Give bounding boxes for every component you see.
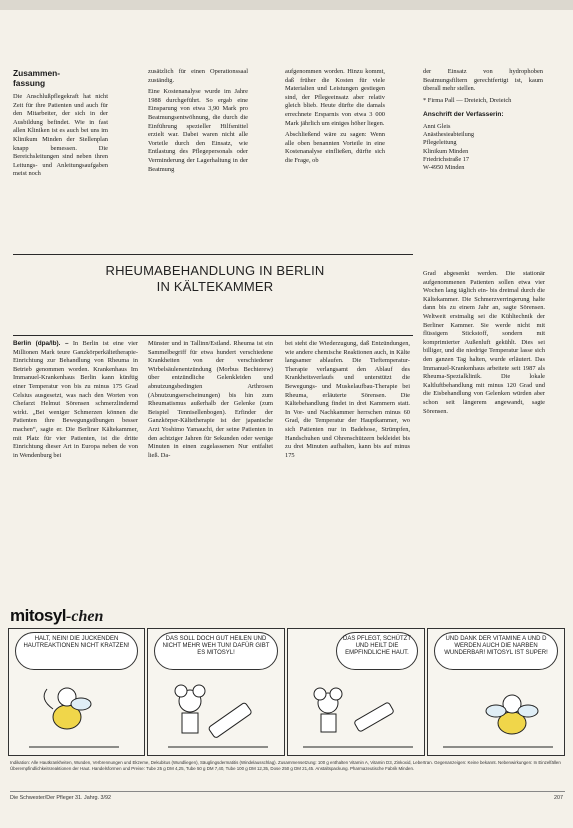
article-column-2	[148, 340, 273, 605]
speech-bubble: DAS SOLL DOCH GUT HEILEN UND NICHT MEHR WEH TUN! DAFÜR GIBT ES MITOSYL!	[154, 632, 278, 670]
top-bar	[0, 0, 573, 10]
address-line: Friedrichstraße 17	[423, 155, 469, 163]
article-dateline: Berlin (dpa/lb). –	[13, 340, 69, 347]
summary-column-1	[13, 68, 108, 253]
article-title-rule	[13, 335, 413, 336]
speech-bubble: HALT, NEIN! DIE JUCKENDEN HAUTREAKTIONEN NICHT KRATZEN!	[15, 632, 138, 670]
article-title: RHEUMABEHANDLUNG IN BERLIN IN KÄLTEKAMMER	[105, 263, 325, 294]
summary-column-4	[423, 68, 543, 253]
article-text-4: Grad abgesenkt werden. Die stationär aufgenommenen Patienten sollen etwa vier Wochen lang täglich ein- bis dreimal durch die Kältekammer. Die Schmerzverringerung halte dann bis zu einem Jahr an, sagte Sörensen. Weltweit erstmalig sei die Kühltechnik der Berliner Kammer. Sie werde nicht mit flüssigem Stickstoff, sondern mit komprimierter Außenluft gekühlt. Dies sei billiger, und die niedrige Temperatur lasse sich den ganzen Tag halten, wurde erläutert. Das Immanuel-Krankenhaus arbeitete seit 1987 als Rheuma-Spezialklinik. Die lokale Kaltluftbehandlung mit minus 120 Grad und die Eisbehandlung von Gelenken würden aber schon seit längerem angewandt, sagte Sörensen.	[423, 270, 545, 415]
article-text-1: Berlin (dpa/lb). – In Berlin ist eine vier Millionen Mark teure Ganzkörperkältetherapie-Einrichtung zur Behandlung von Rheuma in Betrieb genommen worden. Krankenhaus Im Immanuel-Krankenhaus Berlin kann künftig einer Temperatur von bis zu minus 175 Grad Celsius ausgesetzt, was nach den Worten von Chefarzt Helmut Sörensen schmerzlindernd wirkt. „Bei weniger Schmerzen können die Patienten ihre Bewegungsübungen besser machen“, sagte er. Die Berliner Kältekammer, mit Platz für vier Patienten, ist die dritte Einrichtung dieser Art in Europa neben de von in Wendenburg bei	[13, 340, 138, 459]
page-number: 207	[554, 795, 563, 801]
article-column-3	[285, 340, 410, 605]
address-line: Anni Gleis	[423, 122, 451, 130]
summary-column-3	[285, 68, 385, 253]
comic-panel-2	[147, 628, 285, 756]
article-column-1	[13, 340, 138, 605]
comic-panel-3	[287, 628, 425, 756]
summary-text-1: Die Anschlußpflegekraft hat nicht Zeit für ihre Patienten und auch für den Mitarbeiter, der sich in der Ausbildung befindet. Wie in fast allen Kliniken ist es auch bei uns im Klinikum Minden der Stellenplan knapp bemessen. Die Bereichsleitungen sind neben ihren Leitungs- und Anleitungsaufgaben meist noch	[13, 93, 108, 178]
speech-bubble: UND DANK DER VITAMINE A UND D WERDEN AUCH DIE NARBEN WUNDERBAR! MITOSYL IST SUPER!	[434, 632, 558, 670]
comic-strip	[8, 628, 564, 756]
address-line: Pflegeleitung	[423, 139, 457, 147]
footer-rule	[10, 791, 565, 792]
address-line: Anästhesieabteilung	[423, 131, 475, 139]
summary-text-3a: aufgenommen worden. Hinzu kommt, daß früher die Kosten für viele Materialien und Leistungen gestiegen sind, der Pflegeeinsatz aber relativ gleich blieb. Heute dürfte die damals errechnete Ersparnis von etwa 3 000 Mark jährlich um einiges höher liegen.	[285, 68, 385, 127]
address-line: Klinikum Minden	[423, 147, 469, 155]
address-line: W-4950 Minden	[423, 163, 465, 171]
summary-text-3b: Abschließend wäre zu sagen: Wenn alle oben benannten Vorteile in eine Kostenanalyse einfließen, dürfte sich die Frage, ob	[285, 131, 385, 164]
article-text-3: bei steht die Wiederzugung, daß Entzündungen, wie andere chemische Reaktionen auch, in Kälte langsamer ablaufen. Die Tieftemperatur-Therapie verlangsamt den Ablauf des Krankheitsverlaufs und unterstützt die Bewegungs- und Muskelaufbau-Therapie bei Rheuma, erläuterte Sörensen. Die Kältebehandlung findet in drei Kammern statt. In Vor- und Nachkammer herrschen minus 60 Grad, die Temperatur der Hauptkammer, wo sich Patienten nur in Badehose, Strümpfen, Handschuhen und Ohrenschützern bekleidet bis zu drei Minuten aufhalten, kann bis auf minus 175	[285, 340, 410, 459]
ad-caption: Indikation: Alle Hautkrankheiten, Wunden, Verbrennungen und Ekzeme, Dekubitus (Wundliegen), Säuglingsdermatitis (Windelausschlag). Zusammensetzung: 100 g enthalten Vitamin A, Vitamin D3, Zinkoxid, Lebertran. Gegenanzeigen: Keine bekannt. Nebenwirkungen: In Einzelfällen Überempfindlichkeitsreaktionen der Haut. Handelsformen und Preise: Tube 25 g DM 4,25, Tube 50 g DM 7,40, Tube 100 g DM 12,35, Dose 250 g DM 21,45. Anstaltspackung. Pharmazeutische Fabrik Minden.	[10, 760, 561, 771]
summary-text-4a: der Einsatz von hydrophoben Beatmungsfiltern gerechtfertigt ist, kaum überall mehr stellen.	[423, 68, 543, 93]
article-top-rule	[13, 254, 413, 255]
speech-bubble: DAS PFLEGT, SCHÜTZT UND HEILT DIE EMPFINDLICHE HAUT.	[336, 632, 418, 670]
footer-publication: Die Schwester/Der Pfleger 31. Jahrg. 3/92	[10, 795, 111, 801]
article-text-2: Münster und in Tallinn/Estland. Rheuma ist ein Sammelbegriff für etwa hundert verschiedene Krankheiten von der verschiedener Wirbelsäulenentzündung (Morbus Bechterew) über entzündliche Gelenkleiden und abnutzungsbedingten Arthrosen (Abnutzungserscheinungen) bis hin zum Rheumatismus außerhalb der Gelenke (zum Beispiel Tennisellenbogen). Erfinder der Ganzkörper-Kältetherapie ist der japanische Arzt Yoshimo Yamauchi, der seine Patienten in den achtziger Jahren für Sekunden oder wenige Minuten in einen zugelassenen Nur entfaltet ließ. Da-	[148, 340, 273, 459]
summary-text-2b: Eine Kostenanalyse wurde im Jahre 1988 durchgeführt. So ergab eine Einsparung von etwa 3,90 Mark pro Beatmungsentwöhnung, die durch die Einführung spezieller Hilfsmittel erzielt war. Dabei waren nicht alle Vorteile durch den Einsatz, wie Entlastung des Pflegepersonals oder Verminderung der Lagerhaltung in der Beatmung	[148, 88, 248, 173]
comic-panel-1	[8, 628, 145, 756]
summary-reference: * Firma Pall — Dreieich, Dreieich	[423, 96, 512, 104]
summary-heading: Zusammen- fassung	[13, 68, 61, 88]
summary-column-2	[148, 68, 248, 253]
address-heading: Anschrift der Verfasserin:	[423, 111, 504, 119]
comic-panel-4	[427, 628, 565, 756]
summary-text-2a: zusätzlich für einen Operationssaal zuständig.	[148, 68, 248, 84]
article-column-4	[423, 270, 545, 605]
mitosyl-logo: mitosyl-chen	[10, 606, 104, 625]
